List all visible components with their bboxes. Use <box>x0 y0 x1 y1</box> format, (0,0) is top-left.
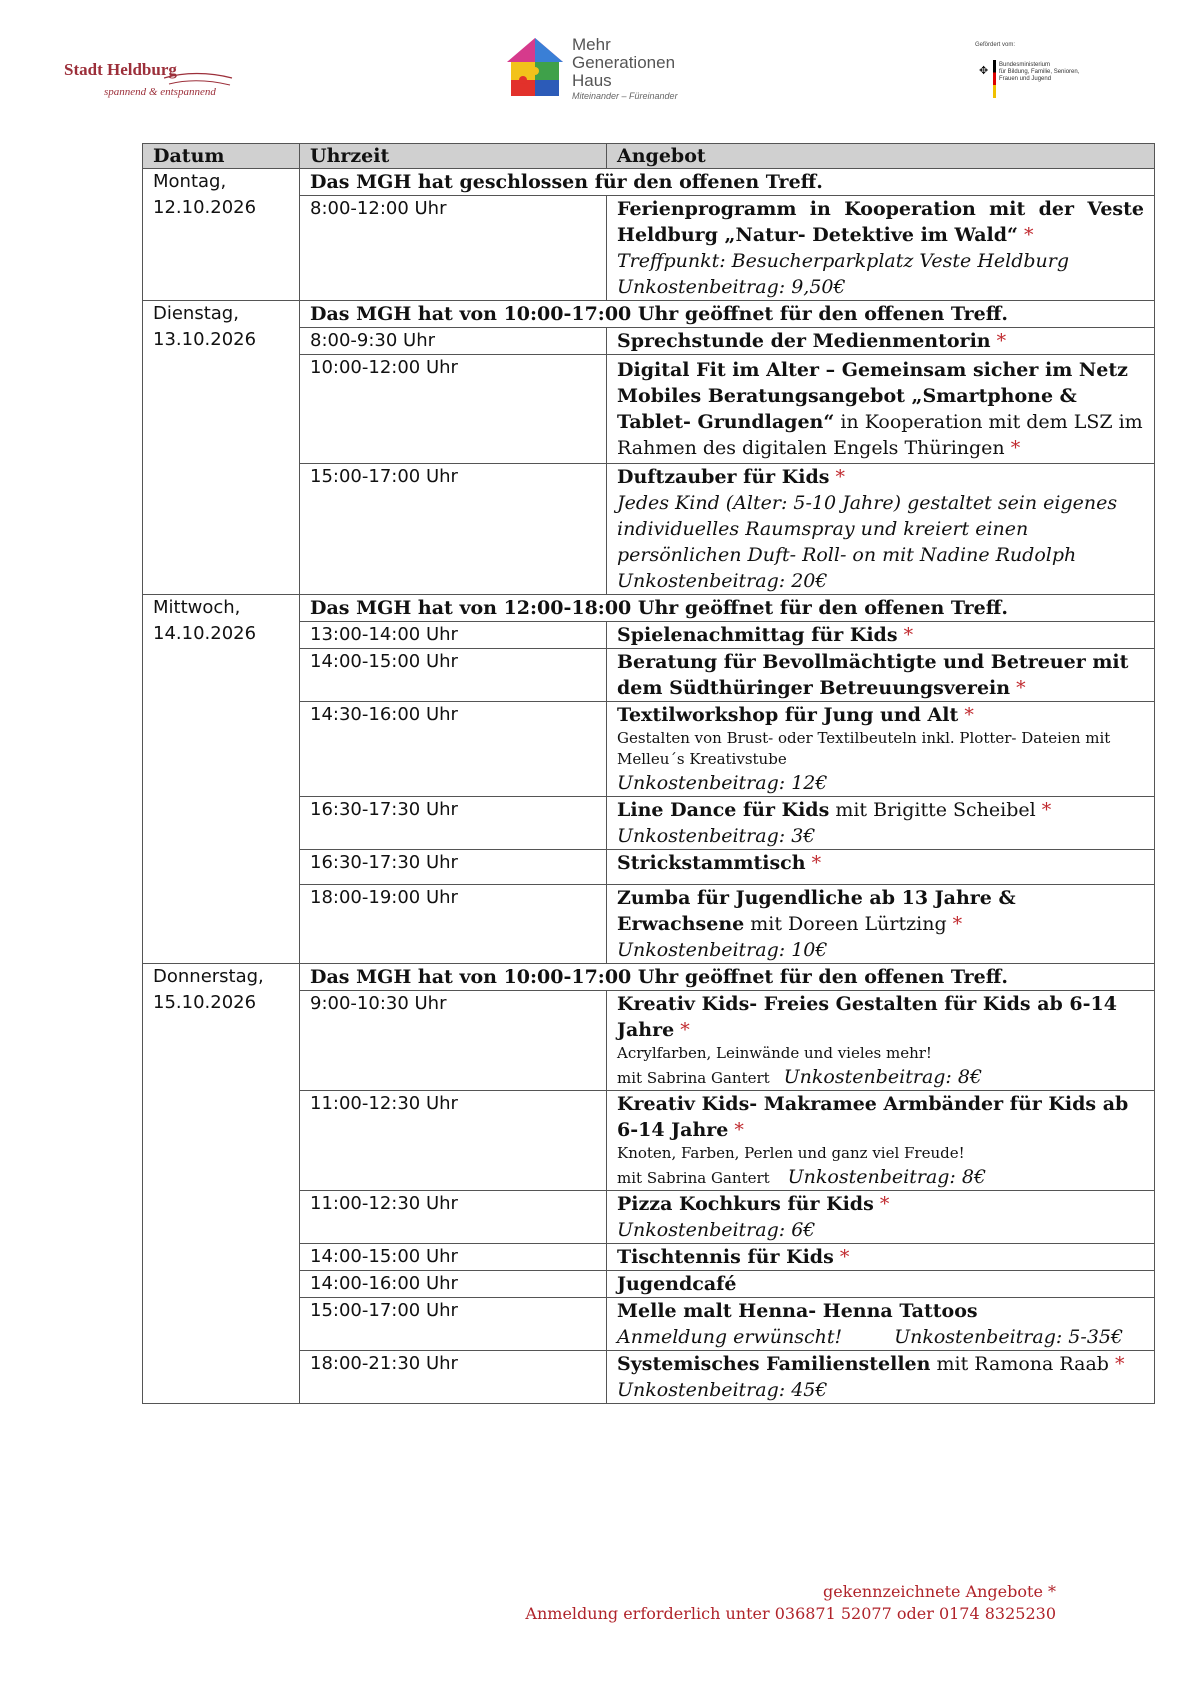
registration-star: * <box>835 466 846 488</box>
offer-title: Spielenachmittag für Kids <box>617 624 898 646</box>
offer-text: in Kooperation mit dem LSZ im Rahmen des digitalen Engels Thüringen <box>617 411 1143 459</box>
footer-line2: Anmeldung erforderlich unter 036871 52077 oder 0174 8325230 <box>525 1604 1056 1623</box>
offer-cell <box>607 1351 1155 1404</box>
offer-cell <box>607 885 1155 964</box>
offer-cost: Unkostenbeitrag: 45€ <box>617 1379 828 1401</box>
time-cell: 15:00-17:00 Uhr <box>300 464 607 595</box>
offer-cost: Unkostenbeitrag: 9,50€ <box>617 276 846 298</box>
time-cell: 8:00-9:30 Uhr <box>300 328 607 355</box>
offer-cell <box>607 1191 1155 1244</box>
header-angebot: Angebot <box>607 144 1155 169</box>
time-cell: 9:00-10:30 Uhr <box>300 991 607 1091</box>
offer-cost: Unkostenbeitrag: 5-35€ <box>894 1326 1124 1348</box>
offer-cell <box>607 649 1155 702</box>
time-cell: 15:00-17:00 Uhr <box>300 1298 607 1351</box>
offer-title: Kreativ Kids- Freies Gestalten für Kids ab 6-14 Jahre <box>617 993 1117 1041</box>
offer-note: Anmeldung erwünscht! <box>617 1326 843 1348</box>
offer-title: Line Dance für Kids <box>617 799 830 821</box>
time-cell: 14:30-16:00 Uhr <box>300 702 607 797</box>
offer-title: Sprechstunde der Medienmentorin <box>617 330 991 352</box>
registration-star: * <box>964 704 974 726</box>
offer-cell <box>607 328 1155 355</box>
opening-notice: Das MGH hat von 10:00-17:00 Uhr geöffnet für den offenen Treff. <box>300 301 1155 328</box>
offer-title: Tischtennis für Kids <box>617 1246 834 1268</box>
offer-cost: Unkostenbeitrag: 3€ <box>617 825 816 847</box>
day-cell <box>143 595 300 964</box>
federal-eagle-icon: ✥ <box>979 64 989 77</box>
offer-text: mit Doreen Lürtzing <box>744 913 947 935</box>
offer-title: Systemisches Familienstellen <box>617 1353 931 1375</box>
day-date: 13.10.2026 <box>153 329 257 350</box>
opening-notice: Das MGH hat von 10:00-17:00 Uhr geöffnet für den offenen Treff. <box>300 964 1155 991</box>
offer-cell <box>607 1298 1155 1351</box>
time-cell: 18:00-19:00 Uhr <box>300 885 607 964</box>
offer-cell <box>607 797 1155 850</box>
footer-line1: gekennzeichnete Angebote * <box>823 1582 1056 1601</box>
time-cell: 13:00-14:00 Uhr <box>300 622 607 649</box>
registration-star: * <box>903 624 914 646</box>
registration-star: * <box>952 913 963 935</box>
puzzle-house-icon <box>505 36 565 98</box>
table-header-row <box>143 144 1155 169</box>
offer-host: mit Sabrina Gantert <box>617 1069 770 1087</box>
table-row <box>143 595 1155 622</box>
offer-title: Kreativ Kids- Makramee Armbänder für Kids ab 6-14 Jahre <box>617 1093 1129 1141</box>
time-cell: 14:00-15:00 Uhr <box>300 1244 607 1271</box>
time-cell: 14:00-16:00 Uhr <box>300 1271 607 1298</box>
mgh-tagline: Miteinander – Füreinander <box>572 91 678 101</box>
offer-title: Pizza Kochkurs für Kids <box>617 1193 874 1215</box>
offer-description: Acrylfarben, Leinwände und vieles mehr! <box>617 1044 932 1062</box>
time-cell: 11:00-12:30 Uhr <box>300 1091 607 1191</box>
offer-cost: Unkostenbeitrag: 20€ <box>617 570 828 592</box>
day-cell <box>143 169 300 301</box>
tagline-entspannend: entspannend <box>160 86 216 98</box>
day-date: 12.10.2026 <box>153 197 257 218</box>
offer-cell <box>607 196 1155 301</box>
opening-notice: Das MGH hat von 12:00-18:00 Uhr geöffnet für den offenen Treff. <box>300 595 1155 622</box>
mgh-line3: Haus <box>572 71 612 90</box>
mehrgenerationenhaus-logo <box>505 36 705 106</box>
offer-cell <box>607 1271 1155 1298</box>
offer-cell <box>607 464 1155 595</box>
registration-star: * <box>811 852 822 874</box>
offer-cell <box>607 1244 1155 1271</box>
registration-star: * <box>1016 677 1026 699</box>
time-cell: 16:30-17:30 Uhr <box>300 850 607 885</box>
offer-cell <box>607 622 1155 649</box>
offer-title: Textilworkshop für Jung und Alt <box>617 704 959 726</box>
registration-star: * <box>1041 799 1052 821</box>
offer-cell <box>607 355 1155 464</box>
offer-cost: Unkostenbeitrag: 8€ <box>787 1166 987 1188</box>
registration-star: * <box>1024 224 1034 246</box>
offer-title: Ferienprogramm in Kooperation mit der Veste Heldburg „Natur- Detektive im Wald“ <box>617 198 1144 246</box>
offer-title: Duftzauber für Kids <box>617 466 830 488</box>
time-cell: 8:00-12:00 Uhr <box>300 196 607 301</box>
offer-cost: Unkostenbeitrag: 8€ <box>783 1066 983 1088</box>
stadt-heldburg-name: Stadt Heldburg <box>64 60 177 79</box>
registration-star: * <box>680 1019 690 1041</box>
offer-title: Zumba für Jugendliche ab 13 Jahre & Erwachsene <box>617 887 1016 935</box>
footer-note <box>525 1581 1056 1625</box>
german-flag-icon <box>993 60 996 98</box>
day-date: 15.10.2026 <box>153 992 257 1013</box>
offer-cost: Unkostenbeitrag: 6€ <box>617 1219 816 1241</box>
offer-title: Melle malt Henna- Henna Tattoos <box>617 1300 978 1322</box>
time-cell: 11:00-12:30 Uhr <box>300 1191 607 1244</box>
tagline-spannend: spannend <box>104 86 147 98</box>
offer-host: mit Sabrina Gantert <box>617 1169 770 1187</box>
mgh-line1: Mehr <box>572 35 611 54</box>
ministry-line3: Frauen und Jugend <box>999 76 1052 82</box>
header-datum: Datum <box>143 144 300 169</box>
time-cell: 16:30-17:30 Uhr <box>300 797 607 850</box>
time-cell: 14:00-15:00 Uhr <box>300 649 607 702</box>
offer-cell <box>607 850 1155 885</box>
time-cell: 18:00-21:30 Uhr <box>300 1351 607 1404</box>
funding-label: Gefördert vom: <box>975 42 1016 48</box>
day-name: Mittwoch, <box>153 597 241 618</box>
registration-star: * <box>879 1193 890 1215</box>
day-name: Dienstag, <box>153 303 239 324</box>
registration-star: * <box>734 1119 744 1141</box>
opening-notice: Das MGH hat geschlossen für den offenen Treff. <box>300 169 1155 196</box>
registration-star: * <box>839 1246 850 1268</box>
ministry-line1: Bundesministerium <box>999 62 1051 68</box>
day-date: 14.10.2026 <box>153 623 257 644</box>
day-name: Montag, <box>153 171 227 192</box>
offer-text: mit Brigitte Scheibel <box>829 799 1036 821</box>
mgh-line2: Generationen <box>572 53 676 72</box>
offer-meeting-point: Treffpunkt: Besucherparkplatz Veste Heldburg <box>617 250 1070 272</box>
offer-cell <box>607 702 1155 797</box>
registration-star: * <box>1010 437 1021 459</box>
offer-cost: Unkostenbeitrag: 10€ <box>617 939 828 961</box>
table-row <box>143 301 1155 328</box>
offer-title: Beratung für Bevollmächtigte und Betreuer mit dem Südthüringer Betreuungsverein <box>617 651 1129 699</box>
offer-cell <box>607 1091 1155 1191</box>
offer-text: mit Ramona Raab <box>930 1353 1109 1375</box>
offer-cost: Unkostenbeitrag: 12€ <box>617 772 828 794</box>
table-row <box>143 169 1155 196</box>
offer-description: Jedes Kind (Alter: 5-10 Jahre) gestaltet sein eigenes individuelles Raumspray und kreiert einen persönlichen Duft- Roll- on mit Nadine Rudolph <box>617 492 1118 566</box>
schedule-table <box>142 143 1155 1404</box>
table-row <box>143 964 1155 991</box>
offer-cell <box>607 991 1155 1091</box>
day-name: Donnerstag, <box>153 966 264 987</box>
stadt-heldburg-logo: Stadt Heldburg spannend & entspannend <box>64 60 234 110</box>
ministry-line2: für Bildung, Familie, Senioren, <box>999 69 1080 75</box>
day-cell <box>143 301 300 595</box>
offer-description: Knoten, Farben, Perlen und ganz viel Freude! <box>617 1144 965 1162</box>
header-uhrzeit: Uhrzeit <box>300 144 607 169</box>
ministry-logo <box>975 42 1105 108</box>
offer-title: Jugendcafé <box>617 1273 737 1295</box>
offer-title: Digital Fit im Alter – Gemeinsam sicher im Netz Mobiles Beratungsangebot „Smartphone & Tablet- Grundlagen“ <box>617 359 1128 433</box>
offer-title: Strickstammtisch <box>617 852 806 874</box>
time-cell: 10:00-12:00 Uhr <box>300 355 607 464</box>
registration-star: * <box>1115 1353 1125 1375</box>
registration-star: * <box>996 330 1007 352</box>
day-cell <box>143 964 300 1404</box>
offer-description: Gestalten von Brust- oder Textilbeuteln inkl. Plotter- Dateien mit Melleu´s Kreativstube <box>617 729 1111 768</box>
